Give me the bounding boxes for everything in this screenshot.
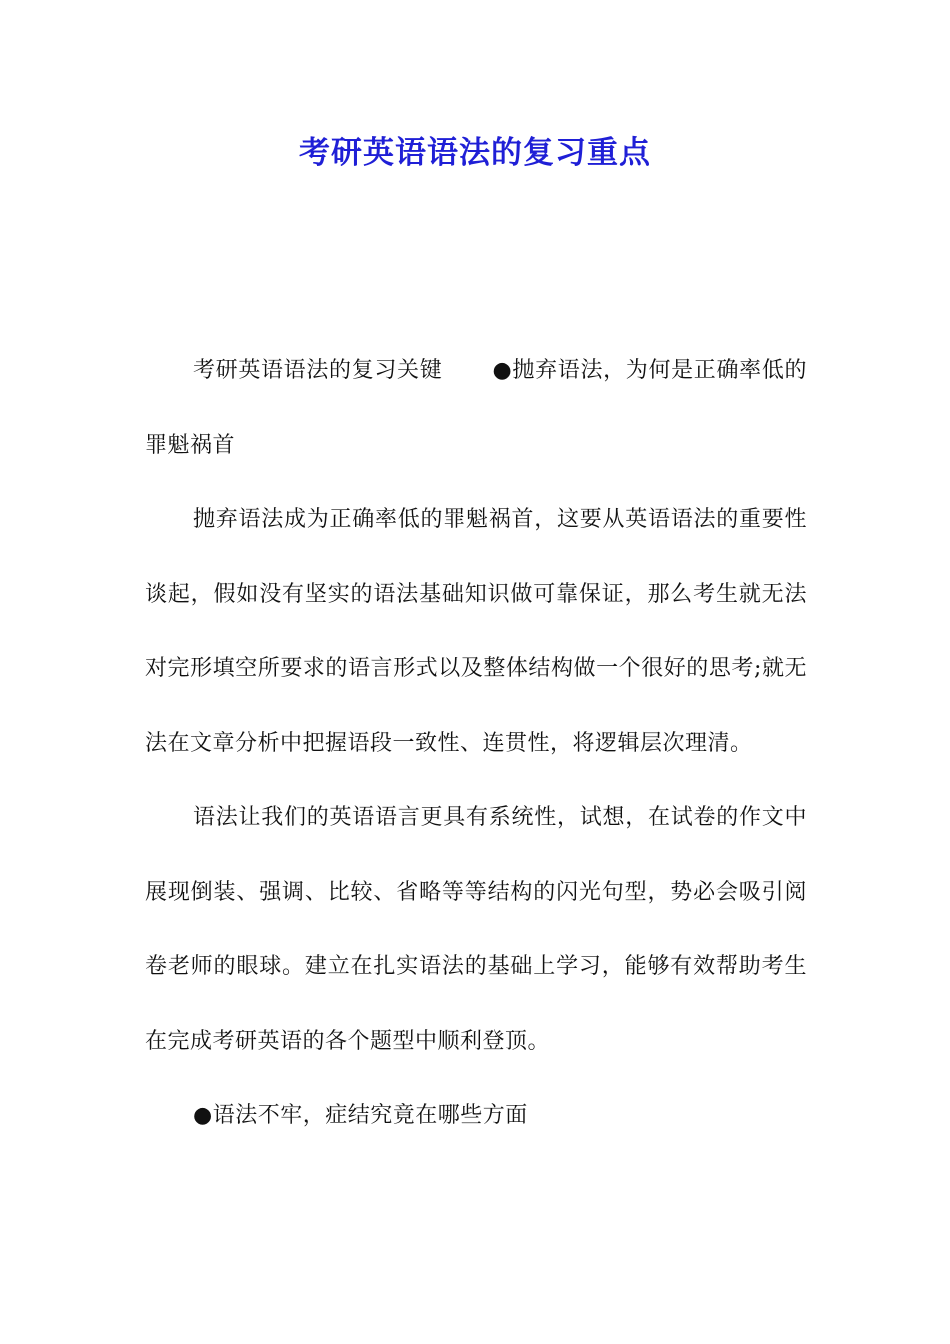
paragraph-4: ●语法不牢，症结究竟在哪些方面	[193, 1103, 528, 1128]
document-body	[145, 334, 807, 1154]
bullet-heading-1: ●抛弃语法，为何是正确率低的罪魁祸首	[145, 358, 807, 458]
document-title: 考研英语语法的复习重点	[299, 135, 651, 171]
paragraph-3: 语法让我们的英语语言更具有系统性，试想，在试卷的作文中展现倒装、强调、比较、省略等等结构的闪光句型，势必会吸引阅卷老师的眼球。建立在扎实语法的基础上学习，能够有效帮助考生在完成考研英语的各个题型中顺利登顶。	[145, 805, 807, 1054]
paragraph-1	[145, 334, 807, 483]
paragraph-2: 抛弃语法成为正确率低的罪魁祸首，这要从英语语法的重要性谈起，假如没有坚实的语法基础知识做可靠保证，那么考生就无法对完形填空所要求的语言形式以及整体结构做一个很好的思考;就无法在文章分析中把握语段一致性、连贯性，将逻辑层次理清。	[145, 507, 807, 756]
section-heading: 考研英语语法的复习关键	[193, 358, 443, 383]
